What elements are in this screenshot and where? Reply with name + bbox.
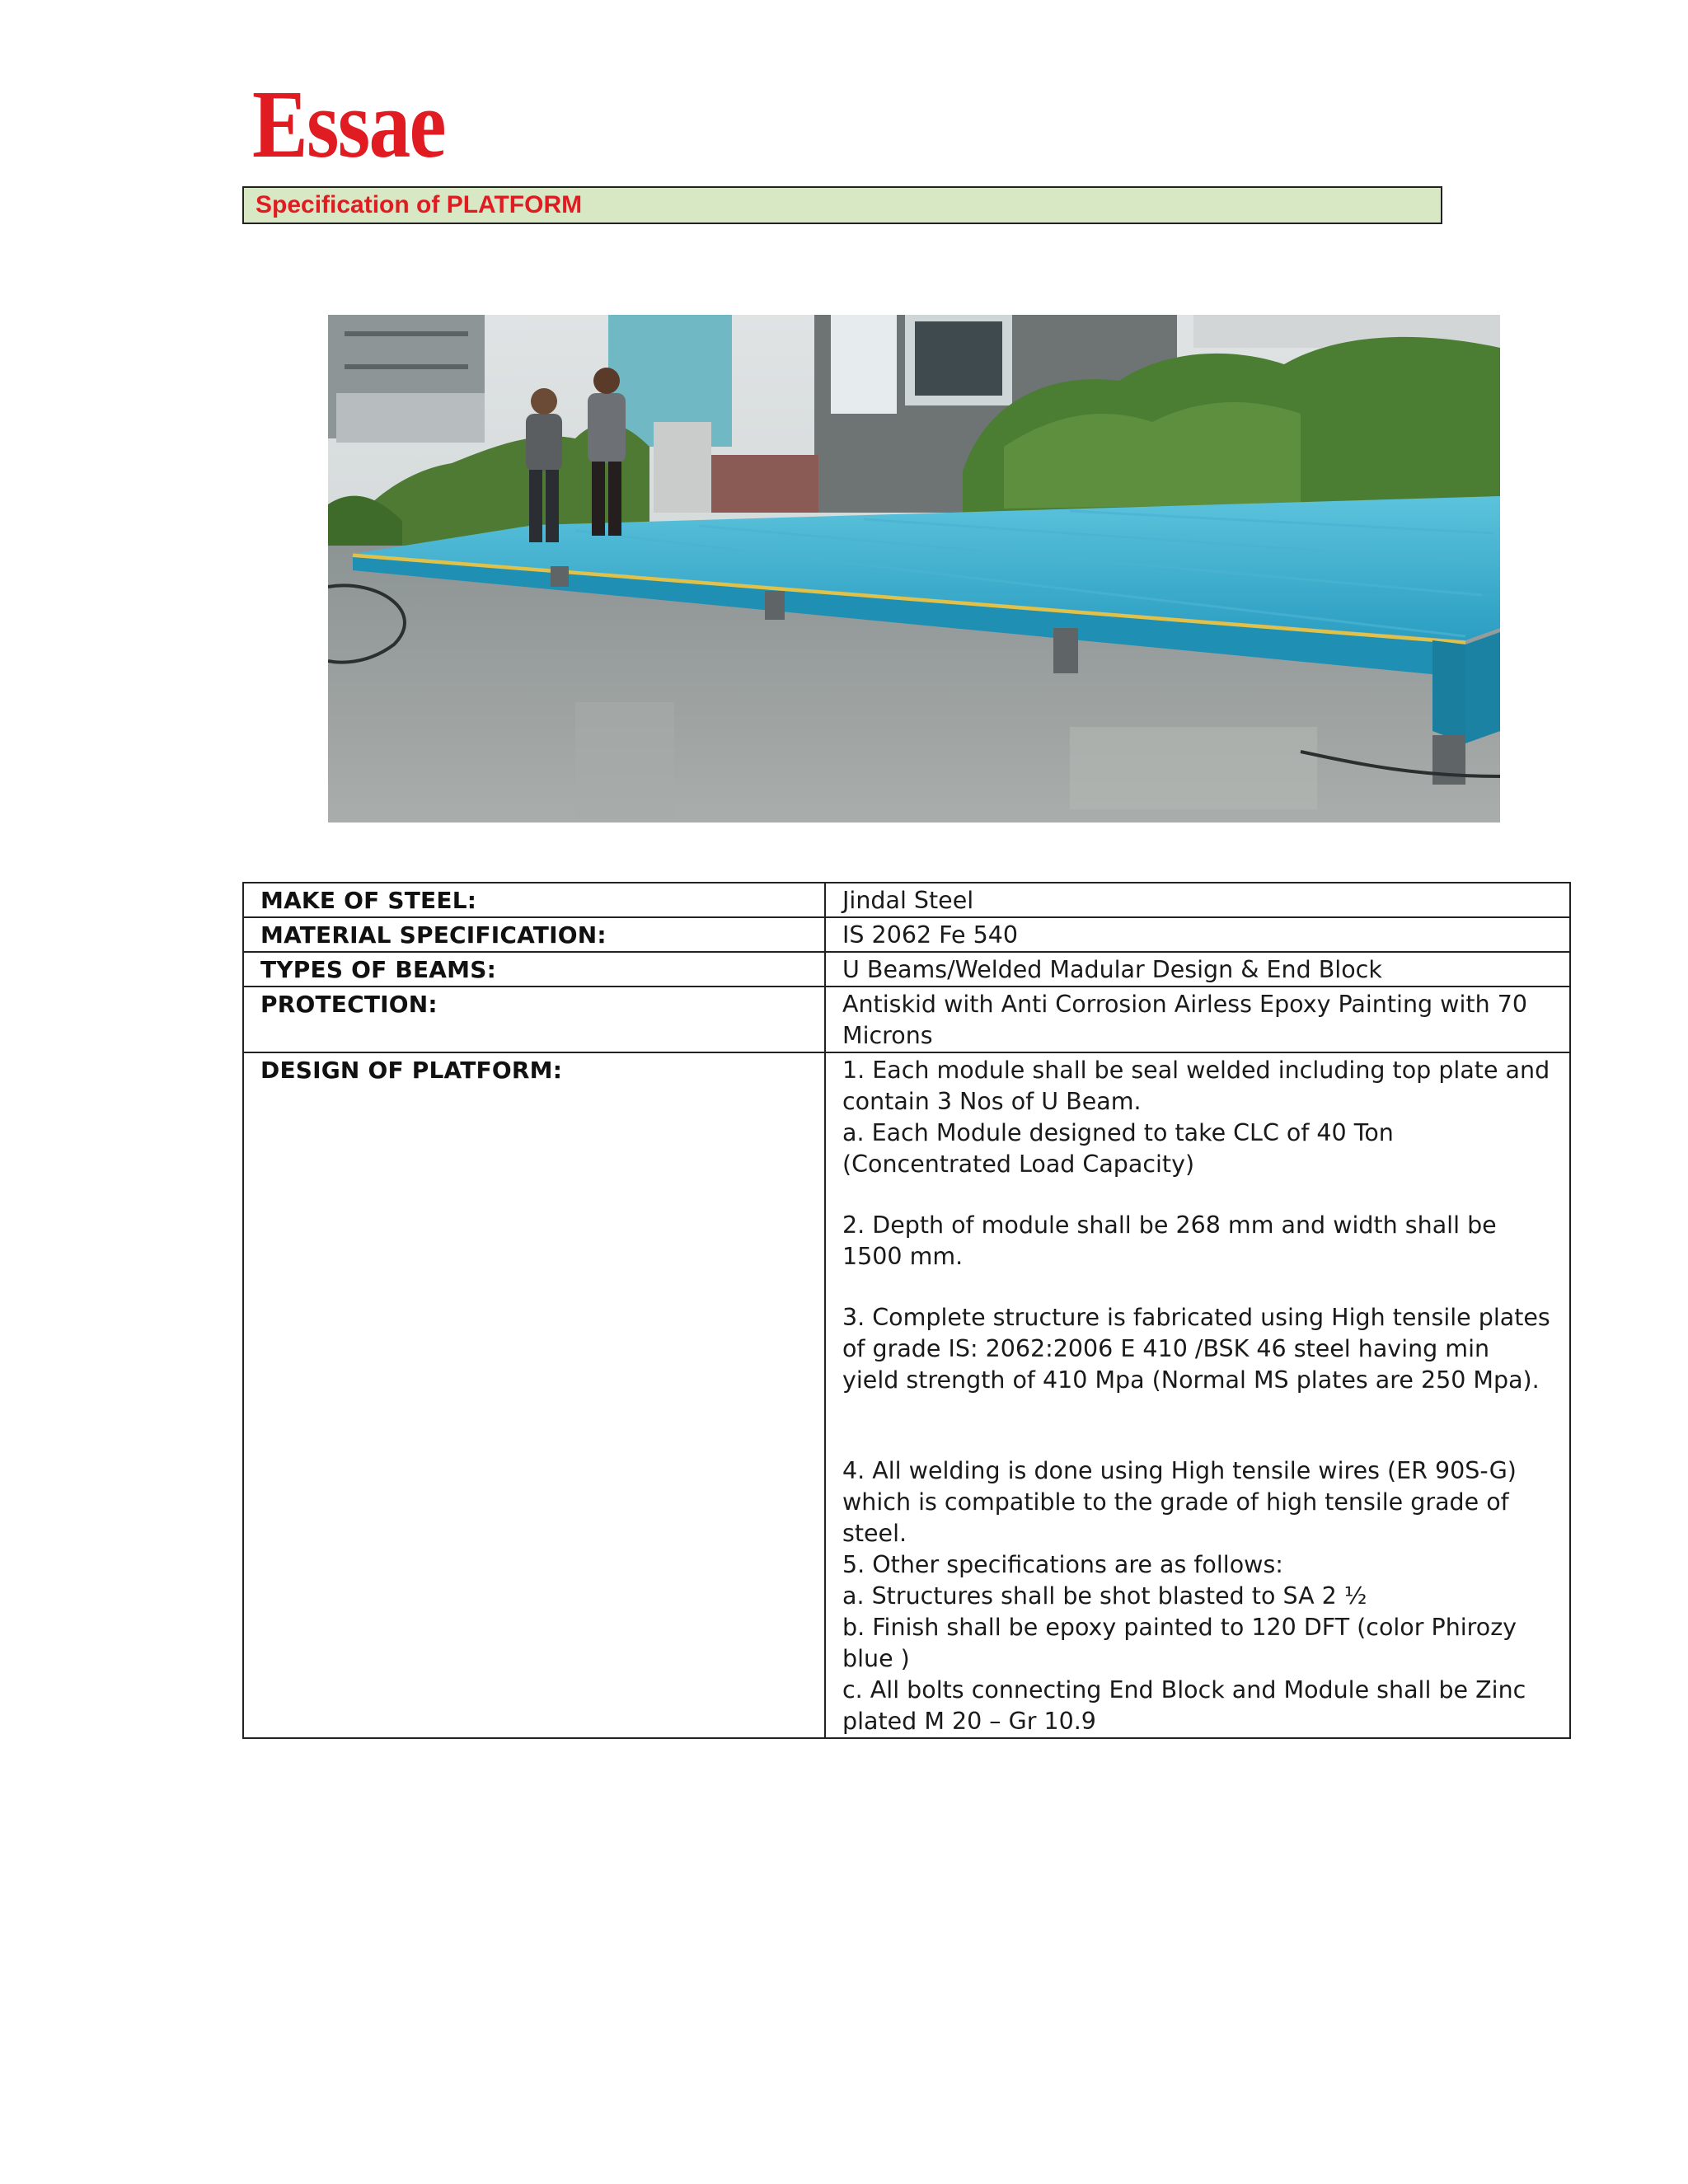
table-row [243, 987, 1570, 1052]
table-row [243, 883, 1570, 917]
design-point-4: 4. All welding is done using High tensile wires (ER 90S-G) which is compatible to the grade of high tensile grade of steel. [842, 1457, 1517, 1547]
table-row [243, 952, 1570, 987]
design-point-5c: c. All bolts connecting End Block and Module shall be Zinc plated M 20 – Gr 10.9 [842, 1676, 1526, 1735]
design-point-1a: a. Each Module designed to take CLC of 40 Ton (Concentrated Load Capacity) [842, 1119, 1394, 1178]
specification-table [242, 882, 1571, 1739]
design-point-5a: a. Structures shall be shot blasted to SA 2 ½ [842, 1582, 1367, 1610]
design-point-3: 3. Complete structure is fabricated using High tensile plates of grade IS: 2062:2006 E 410 /BSK 46 steel having min yield strength of 410 Mpa (Normal MS plates are 250 Mpa). [842, 1304, 1550, 1394]
design-point-5b: b. Finish shall be epoxy painted to 120 DFT (color Phirozy blue ) [842, 1614, 1517, 1672]
spec-value: Antiskid with Anti Corrosion Airless Epoxy Painting with 70 Microns [825, 987, 1570, 1052]
spec-label: MAKE OF STEEL: [243, 883, 825, 917]
spec-title: Specification of PLATFORM [256, 191, 583, 218]
spec-label: DESIGN OF PLATFORM: [243, 1052, 825, 1738]
essae-logo: Essae [252, 70, 445, 178]
spec-value: IS 2062 Fe 540 [825, 917, 1570, 952]
design-point-2: 2. Depth of module shall be 268 mm and width shall be 1500 mm. [842, 1212, 1497, 1270]
design-details [825, 1052, 1570, 1738]
table-row [243, 917, 1570, 952]
platform-photo [328, 315, 1500, 823]
table-row [243, 1052, 1570, 1738]
spec-label: PROTECTION: [243, 987, 825, 1052]
design-point-5: 5. Other specifications are as follows: [842, 1551, 1283, 1578]
spec-title-banner [242, 186, 1442, 224]
design-point-1: 1. Each module shall be seal welded including top plate and contain 3 Nos of U Beam. [842, 1057, 1550, 1115]
spec-label: MATERIAL SPECIFICATION: [243, 917, 825, 952]
spec-label: TYPES OF BEAMS: [243, 952, 825, 987]
spec-value: Jindal Steel [825, 883, 1570, 917]
spec-value: U Beams/Welded Madular Design & End Block [825, 952, 1570, 987]
